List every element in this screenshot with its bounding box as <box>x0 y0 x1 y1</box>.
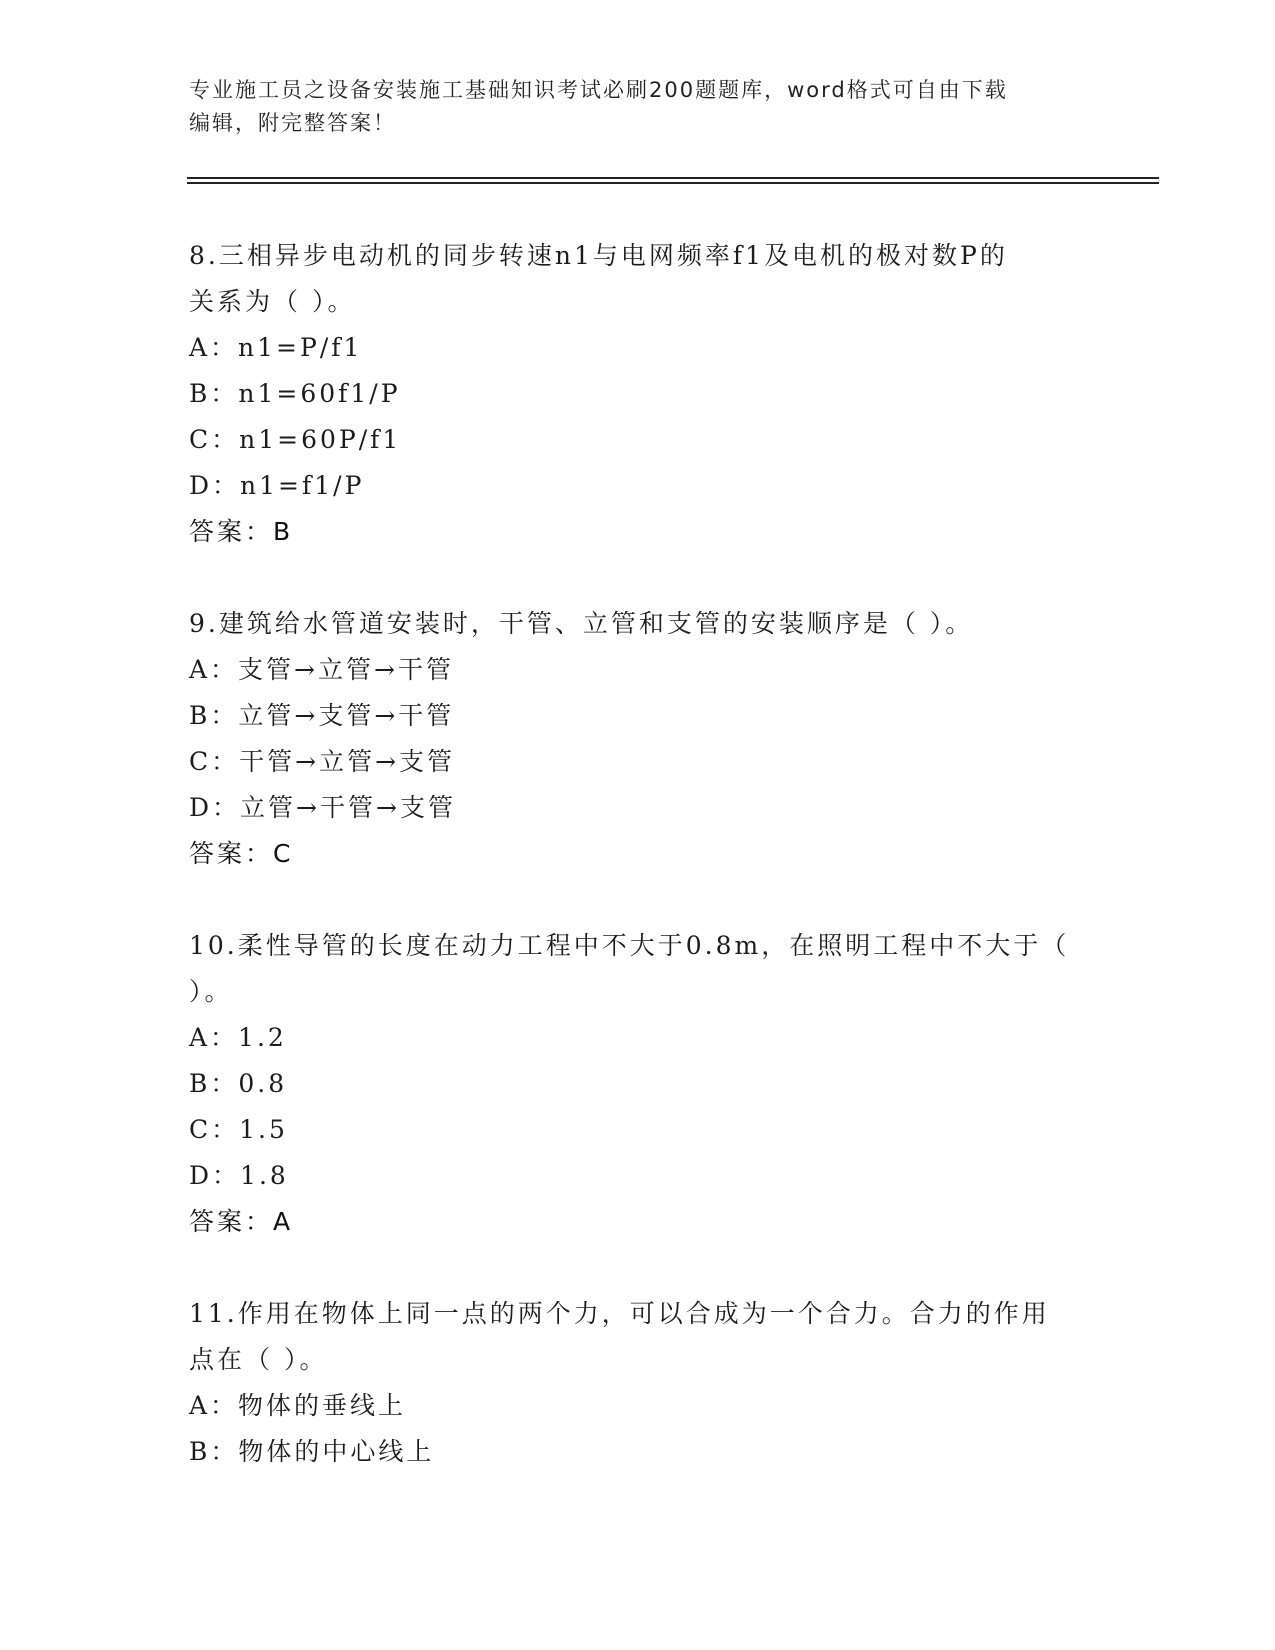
question-stem: ）。 <box>189 977 233 1006</box>
option-a: A：1.2 <box>189 1023 287 1052</box>
header-divider-top <box>187 177 1159 179</box>
option-d: D：立管→干管→支管 <box>189 793 456 822</box>
option-b: B：立管→支管→干管 <box>189 701 455 730</box>
option-c: C：干管→立管→支管 <box>189 747 456 776</box>
question-list <box>189 233 1089 1521</box>
header-divider-bottom <box>187 182 1159 184</box>
option-a: A：物体的垂线上 <box>189 1391 407 1420</box>
question-stem: 点在（ ）。 <box>189 1345 328 1374</box>
question-stem: 关系为（ ）。 <box>189 287 356 316</box>
question-stem: 11.作用在物体上同一点的两个力，可以合成为一个合力。合力的作用 <box>189 1299 1050 1328</box>
option-b: B：n1=60f1/P <box>189 379 401 408</box>
question-9 <box>189 601 1089 877</box>
option-b: B：0.8 <box>189 1069 288 1098</box>
answer: 答案：C <box>189 839 294 868</box>
option-d: D：1.8 <box>189 1161 289 1190</box>
header-line-1: 专业施工员之设备安装施工基础知识考试必刷200题题库，word格式可自由下载 <box>189 78 1008 102</box>
option-b: B：物体的中心线上 <box>189 1437 435 1466</box>
option-c: C：1.5 <box>189 1115 288 1144</box>
header-line-2: 编辑，附完整答案！ <box>189 111 396 135</box>
question-8 <box>189 233 1089 555</box>
answer: 答案：A <box>189 1207 294 1236</box>
question-stem: 8.三相异步电动机的同步转速n1与电网频率f1及电机的极对数P的 <box>189 241 1008 270</box>
question-11 <box>189 1291 1089 1475</box>
document-header <box>189 74 1089 140</box>
option-a: A：n1=P/f1 <box>189 333 363 362</box>
question-stem: 10.柔性导管的长度在动力工程中不大于0.8m，在照明工程中不大于（ <box>189 931 1070 960</box>
option-c: C：n1=60P/f1 <box>189 425 402 454</box>
option-d: D：n1=f1/P <box>189 471 365 500</box>
option-a: A：支管→立管→干管 <box>189 655 454 684</box>
answer: 答案：B <box>189 517 294 546</box>
question-stem: 9.建筑给水管道安装时，干管、立管和支管的安装顺序是（ ）。 <box>189 609 974 638</box>
question-10 <box>189 923 1089 1245</box>
